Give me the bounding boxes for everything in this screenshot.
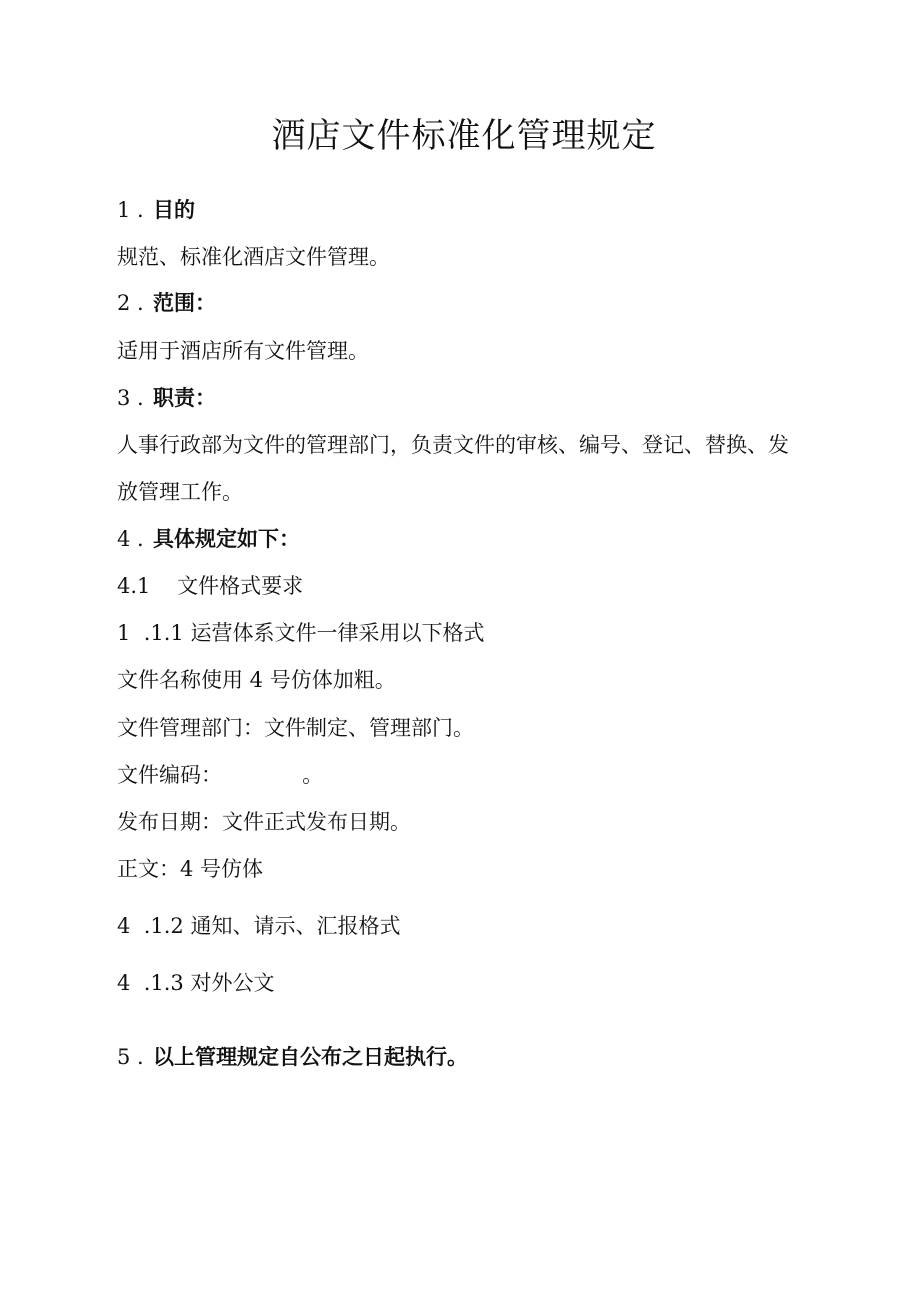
section-2-heading (117, 289, 216, 317)
section-5-heading (117, 1043, 468, 1071)
section-3-body-line-2: 放管理工作。 (117, 480, 243, 504)
subsection-4-1: 4.1 文件格式要求 (117, 574, 304, 598)
document-title: 酒店文件标准化管理规定 (271, 116, 657, 156)
item-1-1-1: 1 .1.1 运营体系文件一律采用以下格式 (117, 621, 485, 645)
section-number: 1 . (117, 198, 144, 222)
format-line-release-date: 发布日期：文件正式发布日期。 (117, 810, 411, 834)
section-title: 职责： (153, 386, 216, 410)
format-line-file-code: 文件编码： 。 (117, 763, 324, 787)
section-1-heading (117, 196, 195, 224)
section-number: 4 . (117, 527, 144, 551)
format-line-body-text: 正文：4 号仿体 (117, 857, 264, 881)
section-3-heading (117, 384, 216, 412)
section-1-body: 规范、标准化酒店文件管理。 (117, 245, 390, 269)
item-4-1-3: 4 .1.3 对外公文 (117, 971, 275, 995)
section-number: 5 . (117, 1045, 144, 1069)
section-title: 目的 (153, 198, 195, 222)
section-title: 具体规定如下： (153, 527, 300, 551)
item-4-1-2: 4 .1.2 通知、请示、汇报格式 (117, 914, 401, 938)
section-2-body: 适用于酒店所有文件管理。 (117, 339, 369, 363)
section-3-body-line-1: 人事行政部为文件的管理部门，负责文件的审核、编号、登记、替换、发 (117, 433, 789, 457)
section-title: 以上管理规定自公布之日起执行。 (153, 1045, 468, 1069)
section-title: 范围： (153, 291, 216, 315)
format-line-department: 文件管理部门：文件制定、管理部门。 (117, 716, 474, 740)
format-line-file-name: 文件名称使用 4 号仿体加粗。 (117, 668, 396, 692)
section-4-heading (117, 525, 300, 553)
section-number: 2 . (117, 291, 144, 315)
section-number: 3 . (117, 386, 144, 410)
